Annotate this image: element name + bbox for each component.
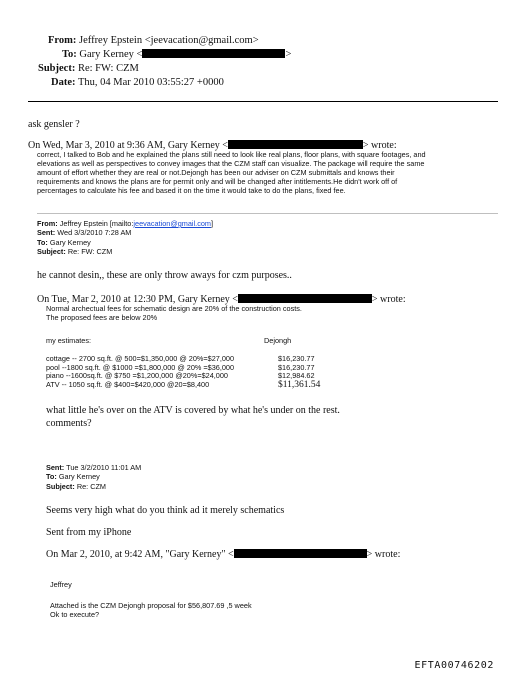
header-subject-row bbox=[38, 62, 139, 76]
quote-line: The proposed fees are below 20% bbox=[46, 313, 158, 322]
message-text: he cannot desin,, these are only throw aways for czm purposes.. bbox=[37, 270, 292, 281]
message-line: Attached is the CZM Dejongh proposal for $56,807.69 ,5 week bbox=[50, 601, 252, 610]
table-cell: pool --1800 sq.ft. @ $1000 =$1,800,000 @ 20% =$36,000 bbox=[46, 362, 235, 372]
quote-suffix: > wrote: bbox=[362, 140, 397, 151]
header-to-row bbox=[62, 48, 291, 62]
header-divider bbox=[28, 101, 498, 102]
forward-subject-label: Subject: bbox=[46, 481, 75, 491]
header-from-row bbox=[48, 34, 259, 48]
table-cell: cottage -- 2700 sq.ft. @ 500=$1,350,000 @ 20%=$27,000 bbox=[46, 354, 235, 363]
forward-to-value: Gary Kerney bbox=[49, 237, 91, 247]
quote-body bbox=[46, 304, 302, 322]
message-line: Ok to execute? bbox=[50, 610, 100, 619]
table-cell: $12,984.62 bbox=[278, 371, 315, 381]
table-cell: $16,230.77 bbox=[278, 354, 315, 363]
header-subject-value: Re: FW: CZM bbox=[77, 63, 139, 74]
message-text bbox=[50, 601, 252, 619]
quote-prefix: On Mar 2, 2010, at 9:42 AM, "Gary Kerney" < bbox=[46, 549, 234, 560]
quote-suffix: > wrote: bbox=[366, 549, 401, 560]
quote-line: correct, I talked to Bob and he explained the plans still need to look like real plans, floor plans, with square footages, and bbox=[37, 150, 426, 159]
table-cell: $16,230.77 bbox=[278, 362, 315, 372]
message-text: Sent from my iPhone bbox=[46, 527, 132, 538]
email-link[interactable]: jeevacation@gmail.com bbox=[133, 219, 211, 228]
redaction-block bbox=[238, 294, 372, 303]
forward-sent-label: Sent: bbox=[46, 463, 65, 472]
header-date-value: Thu, 04 Mar 2010 03:55:27 +0000 bbox=[77, 77, 224, 88]
quote-line: elevations as well as perspectives to convey images that the CZM staff can visualize. The package will require the same bbox=[37, 159, 425, 168]
header-date-label: Date: bbox=[51, 77, 76, 88]
header-to-label: To: bbox=[62, 49, 77, 60]
message-line: what little he's over on the ATV is covered by what he's under on the rest. bbox=[46, 405, 340, 416]
header-from-value: Jeffrey Epstein <jeevacation@gmail.com> bbox=[79, 35, 259, 46]
quote-header bbox=[46, 548, 400, 561]
message-text: Seems very high what do you think ad it merely schematics bbox=[46, 505, 285, 516]
forward-header bbox=[46, 463, 141, 491]
redaction-block bbox=[228, 140, 363, 149]
estimates-label: my estimates: bbox=[46, 336, 92, 345]
header-from-label: From: bbox=[48, 35, 77, 46]
header-subject-label: Subject: bbox=[38, 63, 76, 74]
dejongh-label: Dejongh bbox=[264, 336, 292, 345]
forward-from-label: From: bbox=[37, 219, 58, 228]
quote-prefix: On Tue, Mar 2, 2010 at 12:30 PM, Gary Kerney < bbox=[37, 294, 238, 305]
message-greeting: Jeffrey bbox=[50, 580, 72, 589]
quote-suffix: > wrote: bbox=[371, 294, 406, 305]
quote-line: amount of effort whether they are real or not.Dejongh has been our adviser on CZM submittals and knows their bbox=[37, 168, 395, 177]
forward-to-label: To: bbox=[46, 472, 57, 482]
forward-sent-label: Sent: bbox=[37, 228, 56, 238]
table-row bbox=[46, 381, 320, 390]
redaction-block bbox=[234, 549, 367, 558]
forward-header bbox=[37, 219, 213, 256]
forward-sent-value: Tue 3/2/2010 11:01 AM bbox=[66, 463, 142, 472]
message-line: comments? bbox=[46, 418, 92, 429]
forward-divider bbox=[37, 213, 498, 214]
quote-prefix: On Wed, Mar 3, 2010 at 9:36 AM, Gary Kerney < bbox=[28, 140, 228, 151]
estimates-table bbox=[46, 355, 320, 389]
forward-to-value: Gary Kerney bbox=[58, 472, 100, 482]
forward-to-label: To: bbox=[37, 237, 48, 247]
quote-line: requirements and knows the plans are for permit only and will be changed after intitlements.He didn't work off of bbox=[37, 177, 398, 186]
forward-sent-value: Wed 3/3/2010 7:28 AM bbox=[57, 228, 132, 238]
forward-subject-value: Re: FW: CZM bbox=[67, 246, 113, 256]
document-id: EFTA00746202 bbox=[414, 660, 494, 671]
quote-line: percentages to calculate his fee and based it on the time it would take to do the plans, fixed fee. bbox=[37, 186, 346, 195]
message-text: ask gensler ? bbox=[28, 119, 80, 130]
table-cell: ATV -- 1050 sq.ft. @ $400=$420,000 @20=$8,400 bbox=[46, 379, 210, 389]
forward-subject-value: Re: CZM bbox=[76, 481, 107, 491]
message-text bbox=[46, 404, 340, 430]
header-to-suffix: > bbox=[285, 49, 292, 60]
forward-from-name: Jeffrey Epstein [mailto: bbox=[59, 219, 134, 228]
header-date-row bbox=[51, 76, 224, 90]
quote-body bbox=[37, 150, 499, 195]
redaction-block bbox=[142, 49, 285, 58]
header-to-value: Gary Kerney < bbox=[79, 49, 143, 60]
quote-line: Normal archectual fees for schematic design are 20% of the construction costs. bbox=[46, 304, 302, 313]
table-cell: piano --1600sq.ft. @ $750 =$1,200,000 @20%=$24,000 bbox=[46, 371, 228, 381]
forward-from-end: ] bbox=[210, 219, 214, 228]
table-cell: $11,361.54 bbox=[278, 379, 321, 390]
forward-subject-label: Subject: bbox=[37, 246, 66, 256]
